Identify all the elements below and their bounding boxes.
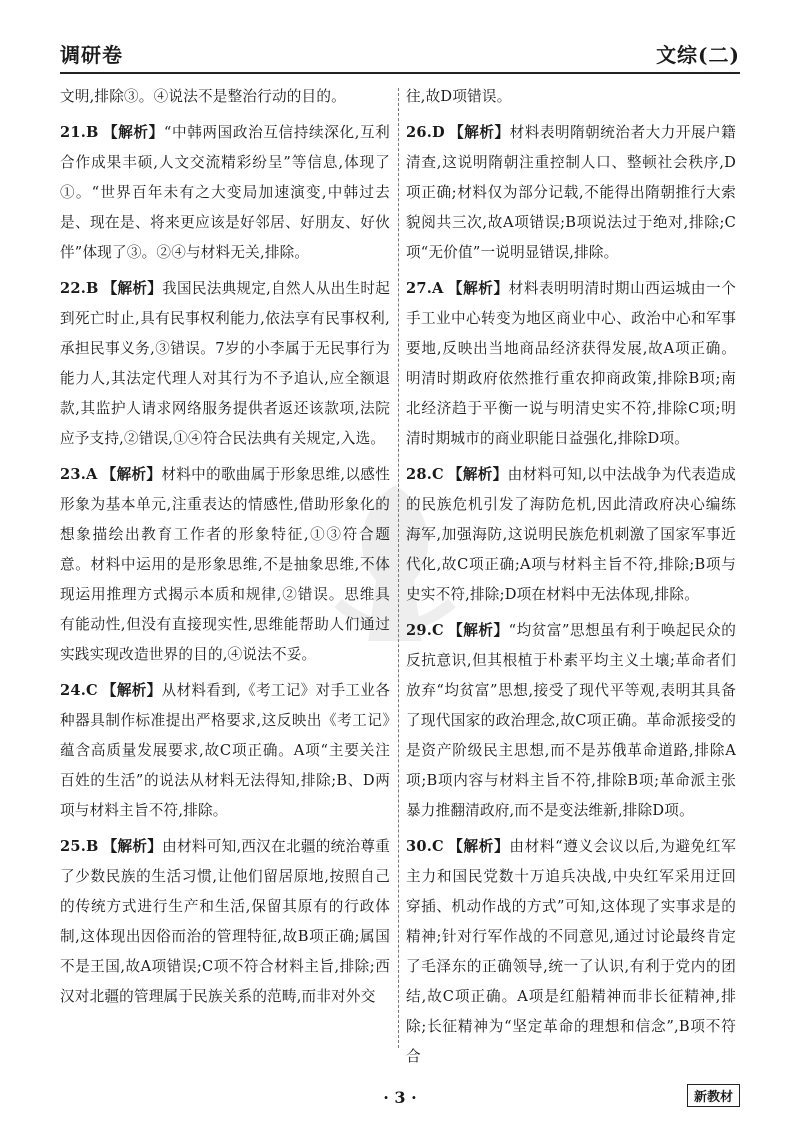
answer-item-21 bbox=[60, 118, 390, 268]
analysis-text: 我国民法典规定,自然人从出生时起到死亡时止,具有民事权利能力,依法享有民事权利,承担民事义务,③错误。7岁的小李属于无民事行为能力人,其法定代理人对其行为不予追认,应全额退款,其监护人请求网络服务提供者返还该款项,法院应予支持,②错误,①④符合民法典有关规定,入选。 bbox=[60, 280, 390, 447]
answer-item-26 bbox=[406, 118, 736, 268]
question-number: 25.B bbox=[60, 838, 99, 855]
analysis-text: 由材料“遵义会议以后,为避免红军主力和国民党数十万追兵决战,中央红军采用迂回穿插、机动作战的方式”可知,这体现了实事求是的精神;针对行军作战的不同意见,通过讨论最终肯定了毛泽东的正确领导,统一了认识,有利于党内的团结,故C项正确。A项是红船精神而非长征精神,排除;长征精神为“坚定革命的理想和信念”,B项不符合 bbox=[406, 838, 736, 1065]
right-column bbox=[406, 82, 736, 1078]
question-number: 30.C bbox=[406, 838, 444, 855]
answer-item-22 bbox=[60, 274, 390, 454]
answer-item-28 bbox=[406, 460, 736, 610]
question-number: 21.B bbox=[60, 124, 99, 141]
header-left-title: 调研卷 bbox=[60, 43, 123, 67]
answer-item-29 bbox=[406, 616, 736, 826]
page-header bbox=[60, 38, 740, 74]
question-number: 22.B bbox=[60, 280, 99, 297]
analysis-text: 由材料可知,西汉在北疆的统治尊重了少数民族的生活习惯,让他们留居原地,按照自己的传统方式进行生产和生活,保留其原有的行政体制,这体现出因俗而治的管理特征,故B项正确;属国不是王国,故A项错误;C项不符合材料主旨,排除;西汉对北疆的管理属于民族关系的范畴,而非对外交 bbox=[60, 838, 390, 1005]
answer-item-25 bbox=[60, 832, 390, 1012]
analysis-text: 从材料看到,《考工记》对手工业各种器具制作标准提出严格要求,这反映出《考工记》蕴含高质量发展要求,故C项正确。A项“主要关注百姓的生活”的说法从材料无法得知,排除;B、D两项与材料主旨不符,排除。 bbox=[60, 682, 390, 819]
question-number: 28.C bbox=[406, 466, 444, 483]
right-continuation: 往,故D项错误。 bbox=[406, 88, 512, 105]
question-number: 26.D bbox=[406, 124, 445, 141]
analysis-text: “均贫富”思想虽有利于唤起民众的反抗意识,但其根植于朴素平均主义土壤;革命者们放弃“均贫富”思想,接受了现代平等观,表明其具备了现代国家的政治理念,故C项正确。革命派接受的是资产阶级民主思想,而不是苏俄革命道路,排除A项;B项内容与材料主旨不符,排除B项;革命派主张暴力推翻清政府,而不是变法维新,排除D项。 bbox=[406, 622, 736, 819]
question-number: 24.C bbox=[60, 682, 98, 699]
column-divider bbox=[398, 88, 399, 1048]
edition-badge: 新教材 bbox=[687, 1084, 740, 1107]
analysis-tag: 【解析】 bbox=[102, 124, 164, 141]
answer-item-30 bbox=[406, 832, 736, 1072]
analysis-tag: 【解析】 bbox=[447, 466, 508, 483]
answer-item-23 bbox=[60, 460, 390, 670]
answer-item-24 bbox=[60, 676, 390, 826]
page-number: · 3 · bbox=[383, 1088, 417, 1107]
left-column bbox=[60, 82, 390, 1018]
analysis-tag: 【解析】 bbox=[447, 280, 509, 297]
analysis-tag: 【解析】 bbox=[447, 622, 509, 639]
question-number: 29.C bbox=[406, 622, 444, 639]
analysis-text: 材料表明明清时期山西运城由一个手工业中心转变为地区商业中心、政治中心和军事要地,反映出当地商品经济获得发展,故A项正确。明清时期政府依然推行重农抑商政策,排除B项;南北经济趋于平衡一说与明清史实不符,排除C项;明清时期城市的商业职能日益强化,排除D项。 bbox=[406, 280, 736, 447]
analysis-text: “中韩两国政治互信持续深化,互利合作成果丰硕,人文交流精彩纷呈”等信息,体现了①。“世界百年未有之大变局加速演变,中韩过去是、现在是、将来更应该是好邻居、好朋友、好伙伴”体现了③。②④与材料无关,排除。 bbox=[60, 124, 390, 261]
left-continuation: 文明,排除③。④说法不是整治行动的目的。 bbox=[60, 88, 346, 105]
answer-item-27 bbox=[406, 274, 736, 454]
question-number: 23.A bbox=[60, 466, 98, 483]
analysis-tag: 【解析】 bbox=[101, 466, 162, 483]
analysis-text: 材料表明隋朝统治者大力开展户籍清查,这说明隋朝注重控制人口、整顿社会秩序,D项正确;材料仅为部分记载,不能得出隋朝推行大索貌阅共三次,故A项错误;B项说法过于绝对,排除;C项“无价值”一说明显错误,排除。 bbox=[406, 124, 736, 261]
header-right-title: 文综(二) bbox=[656, 43, 740, 67]
analysis-tag: 【解析】 bbox=[102, 280, 163, 297]
analysis-tag: 【解析】 bbox=[101, 682, 162, 699]
analysis-tag: 【解析】 bbox=[102, 838, 163, 855]
analysis-text: 材料中的歌曲属于形象思维,以感性形象为基本单元,注重表达的情感性,借助形象化的想象描绘出教育工作者的形象特征,①③符合题意。材料中运用的是形象思维,不是抽象思维,不体现运用推理方式揭示本质和规律,②错误。思维具有能动性,但没有直接现实性,思维能帮助人们通过实践实现改造世界的目的,④说法不妥。 bbox=[60, 466, 390, 663]
analysis-tag: 【解析】 bbox=[448, 124, 510, 141]
analysis-tag: 【解析】 bbox=[447, 838, 510, 855]
question-number: 27.A bbox=[406, 280, 444, 297]
analysis-text: 由材料可知,以中法战争为代表造成的民族危机引发了海防危机,因此清政府决心编练海军,加强海防,这说明民族危机刺激了国家军事近代化,故C项正确;A项与材料主旨不符,排除;B项与史实不符,排除;D项在材料中无法体现,排除。 bbox=[406, 466, 736, 603]
